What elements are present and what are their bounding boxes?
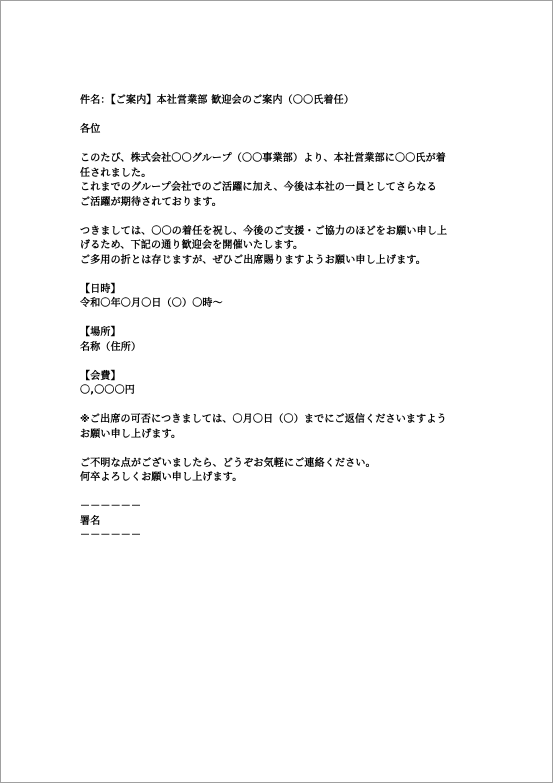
paragraph1-line-1: このたび、株式会社〇〇グループ（〇〇事業部）より、本社営業部に〇〇氏が着 [80,153,446,164]
signature: 署名 [80,515,101,527]
paragraph1-line-4: ご活躍が期待されております。 [80,196,222,208]
paragraph1-line-2: 任されました。 [80,167,152,179]
paragraph1-line-3: これまでのグループ会社でのご活躍に加え、今後は本社の一員としてさらなる [80,182,437,193]
paragraph2-line-2: げるため、下記の通り歓迎会を開催いたします。 [80,240,304,251]
signature-rule-top: －－－－－－ [80,501,142,512]
document-body [80,94,480,544]
signature-rule-bottom: －－－－－－ [80,530,142,541]
spacer [80,355,480,370]
rsvp-line-1: ※ご出席の可否につきましては、〇月〇日（〇）までにご返信くださいますよう [80,414,447,425]
place-heading: 【場所】 [80,327,121,338]
paragraph2-line-3: ご多用の折とは存じますが、ぜひご出席賜りますようお願い申し上げます。 [80,254,426,266]
paragraph2-line-1: つきましては、〇〇の着任を祝し、今後のご支援・ご協力のほどをお願い申し上 [80,225,448,237]
spacer [80,109,480,124]
salutation: 各位 [80,124,101,135]
spacer [80,138,480,153]
date-value: 令和〇年〇月〇日（〇）〇時～ [80,298,223,309]
fee-heading: 【会費】 [80,370,121,382]
subject-line: 件名：【ご案内】本社営業部 歓迎会のご案内（〇〇氏着任） [80,95,355,106]
spacer [80,442,480,457]
place-value: 名称（住所） [80,341,142,353]
spacer [80,268,480,283]
rsvp-line-2: お願い申し上げます。 [80,428,182,440]
date-heading: 【日時】 [80,283,121,295]
closing-line-2: 何卒よろしくお願い申し上げます。 [80,472,243,483]
spacer [80,399,480,414]
spacer [80,210,480,225]
fee-value: 〇,〇〇〇円 [80,385,135,396]
spacer [80,312,480,327]
spacer [80,486,480,501]
closing-line-1: ご不明な点がございましたら、どうぞお気軽にご連絡ください。 [80,457,376,469]
